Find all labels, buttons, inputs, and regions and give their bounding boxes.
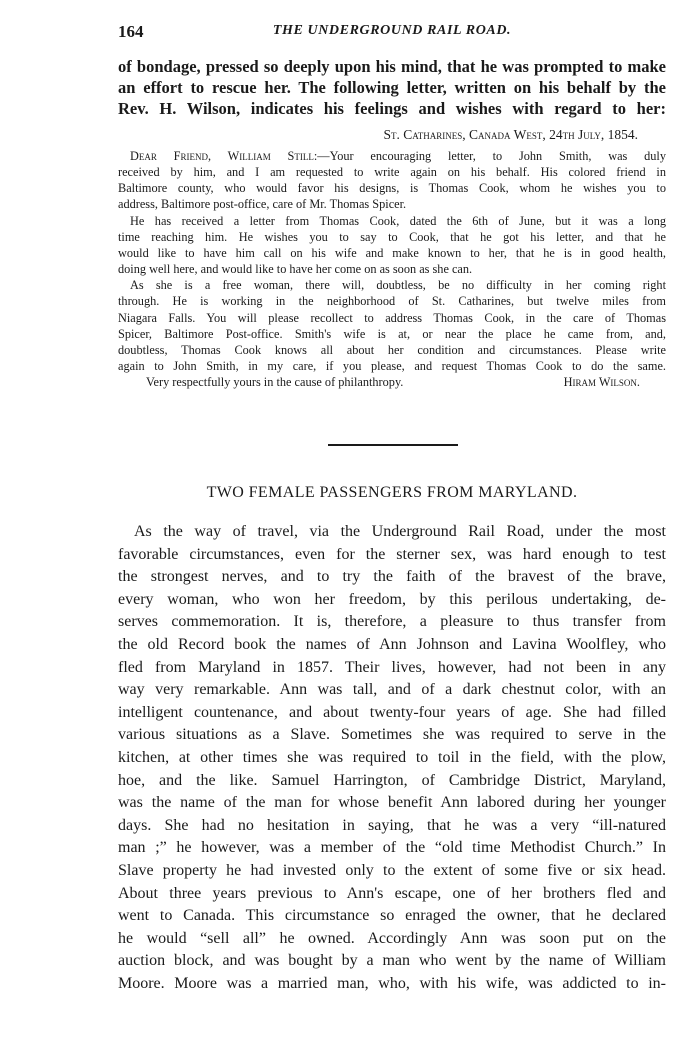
text-line: the old Record book the names of Ann Johnson and Lavina Woolfley, who: [118, 635, 666, 653]
text-line: man ;” he however, was a member of the “old time Methodist Church.” In: [118, 839, 666, 857]
text-line: doing well here, and would like to have her come on as soon as she can.: [118, 262, 473, 277]
text-line: an effort to rescue her. The following letter, written on his behalf by the: [118, 78, 666, 97]
letter-closing-line: [118, 374, 666, 390]
text-line: About three years previous to Ann's escape, one of her brothers fled and: [118, 884, 666, 902]
page-number: 164: [118, 22, 144, 41]
text-line: every woman, who won her freedom, by this perilous undertaking, de-: [118, 590, 666, 608]
text-line: favorable circumstances, even for the sterner sex, was hard enough to test: [118, 545, 666, 563]
text-line: address, Baltimore post-office, care of Mr. Thomas Spicer.: [118, 197, 407, 212]
text-line: As she is a free woman, there will, doubtless, be no difficulty in her coming right: [130, 278, 666, 293]
text-line: time reaching him. He wishes you to say to Cook, that he got his letter, and that he: [118, 229, 666, 244]
text-line: As the way of travel, via the Underground Rail Road, under the most: [134, 523, 666, 540]
text-line: Moore. Moore was a married man, who, with his wife, was addicted to in-: [118, 974, 666, 992]
intro-paragraph: [118, 56, 666, 119]
text-line: fled from Maryland in 1857. Their lives, however, had not been in any: [118, 658, 666, 676]
text-line: way very remarkable. Ann was tall, and of a dark chestnut color, with an: [118, 681, 666, 699]
text-line: hoe, and the like. Samuel Harrington, of Cambridge District, Maryland,: [118, 771, 666, 789]
text-line: was the name of the man for whose benefit Ann labored during her younger: [118, 794, 666, 812]
text-line: Rev. H. Wilson, indicates his feelings and wishes with regard to her:: [118, 99, 666, 118]
letter-salutation: Dear Friend, William Still:: [130, 149, 318, 163]
text-line: would like to have him call on his wife and make known to her, that he is in good health,: [118, 245, 666, 260]
letter-first-line: [118, 148, 666, 164]
letter-signature: Hiram Wilson.: [563, 375, 640, 390]
text-line: auction block, and was bought by a man who went by the name of William: [118, 952, 666, 970]
text-line: received by him, and I am requested to write again on his behalf. His colored friend in: [118, 165, 666, 180]
text-line: the strongest nerves, and to try the faith of the bravest of the brave,: [118, 568, 666, 586]
text-line: —Your encouraging letter, to John Smith, was duly: [317, 149, 666, 163]
text-line: through. He is working in the neighborhood of St. Catharines, but twelve miles from: [118, 294, 666, 309]
text-line: again to John Smith, in my care, if you please, and request Thomas Cook to do the same.: [118, 359, 666, 374]
text-line: intelligent countenance, and about twenty-four years of age. She had filled: [118, 703, 666, 721]
text-line: he would “sell all” he owned. Accordingly Ann was soon put on the: [118, 929, 666, 947]
text-line: Baltimore county, who would favor his designs, is Thomas Cook, whom he wishes you to: [118, 181, 666, 196]
text-line: Slave property he had invested only to the extent of some five or six head.: [118, 861, 666, 879]
text-line: Niagara Falls. You will please recollect to address Thomas Cook, in the care of Thomas: [118, 310, 666, 325]
text-line: Spicer, Baltimore Post-office. Smith's wife is at, or near the place he came from, and,: [118, 326, 666, 341]
text-line: serves commemoration. It is, therefore, a pleasure to thus transfer from: [118, 613, 666, 631]
running-title: THE UNDERGROUND RAIL ROAD.: [272, 23, 512, 38]
letter-closing: Very respectfully yours in the cause of philanthropy.: [146, 375, 404, 390]
page-header: [118, 22, 666, 46]
text-line: days. She had no hesitation in saying, that he was a very “ill-natured: [118, 816, 666, 834]
text-line: of bondage, pressed so deeply upon his mind, that he was prompted to make: [118, 57, 666, 76]
text-line: went to Canada. This circumstance so enraged the owner, that he declared: [118, 907, 666, 925]
text-line: kitchen, at other times she was required to toil in the field, with the plow,: [118, 748, 666, 766]
text-line: various situations as a Slave. Sometimes she was required to serve in the: [118, 726, 666, 744]
text-line: doubtless, Thomas Cook knows all about her condition and circumstances. Please write: [118, 342, 666, 357]
section-divider: [328, 444, 458, 446]
letter-body: [118, 148, 666, 390]
narrative-paragraph: [118, 521, 666, 995]
text-line: He has received a letter from Thomas Cook, dated the 6th of June, but it was a long: [130, 213, 666, 228]
section-title: TWO FEMALE PASSENGERS FROM MARYLAND.: [206, 484, 578, 501]
letter-dateline: St. Catharines, Canada West, 24th July, 1854.: [383, 127, 638, 142]
